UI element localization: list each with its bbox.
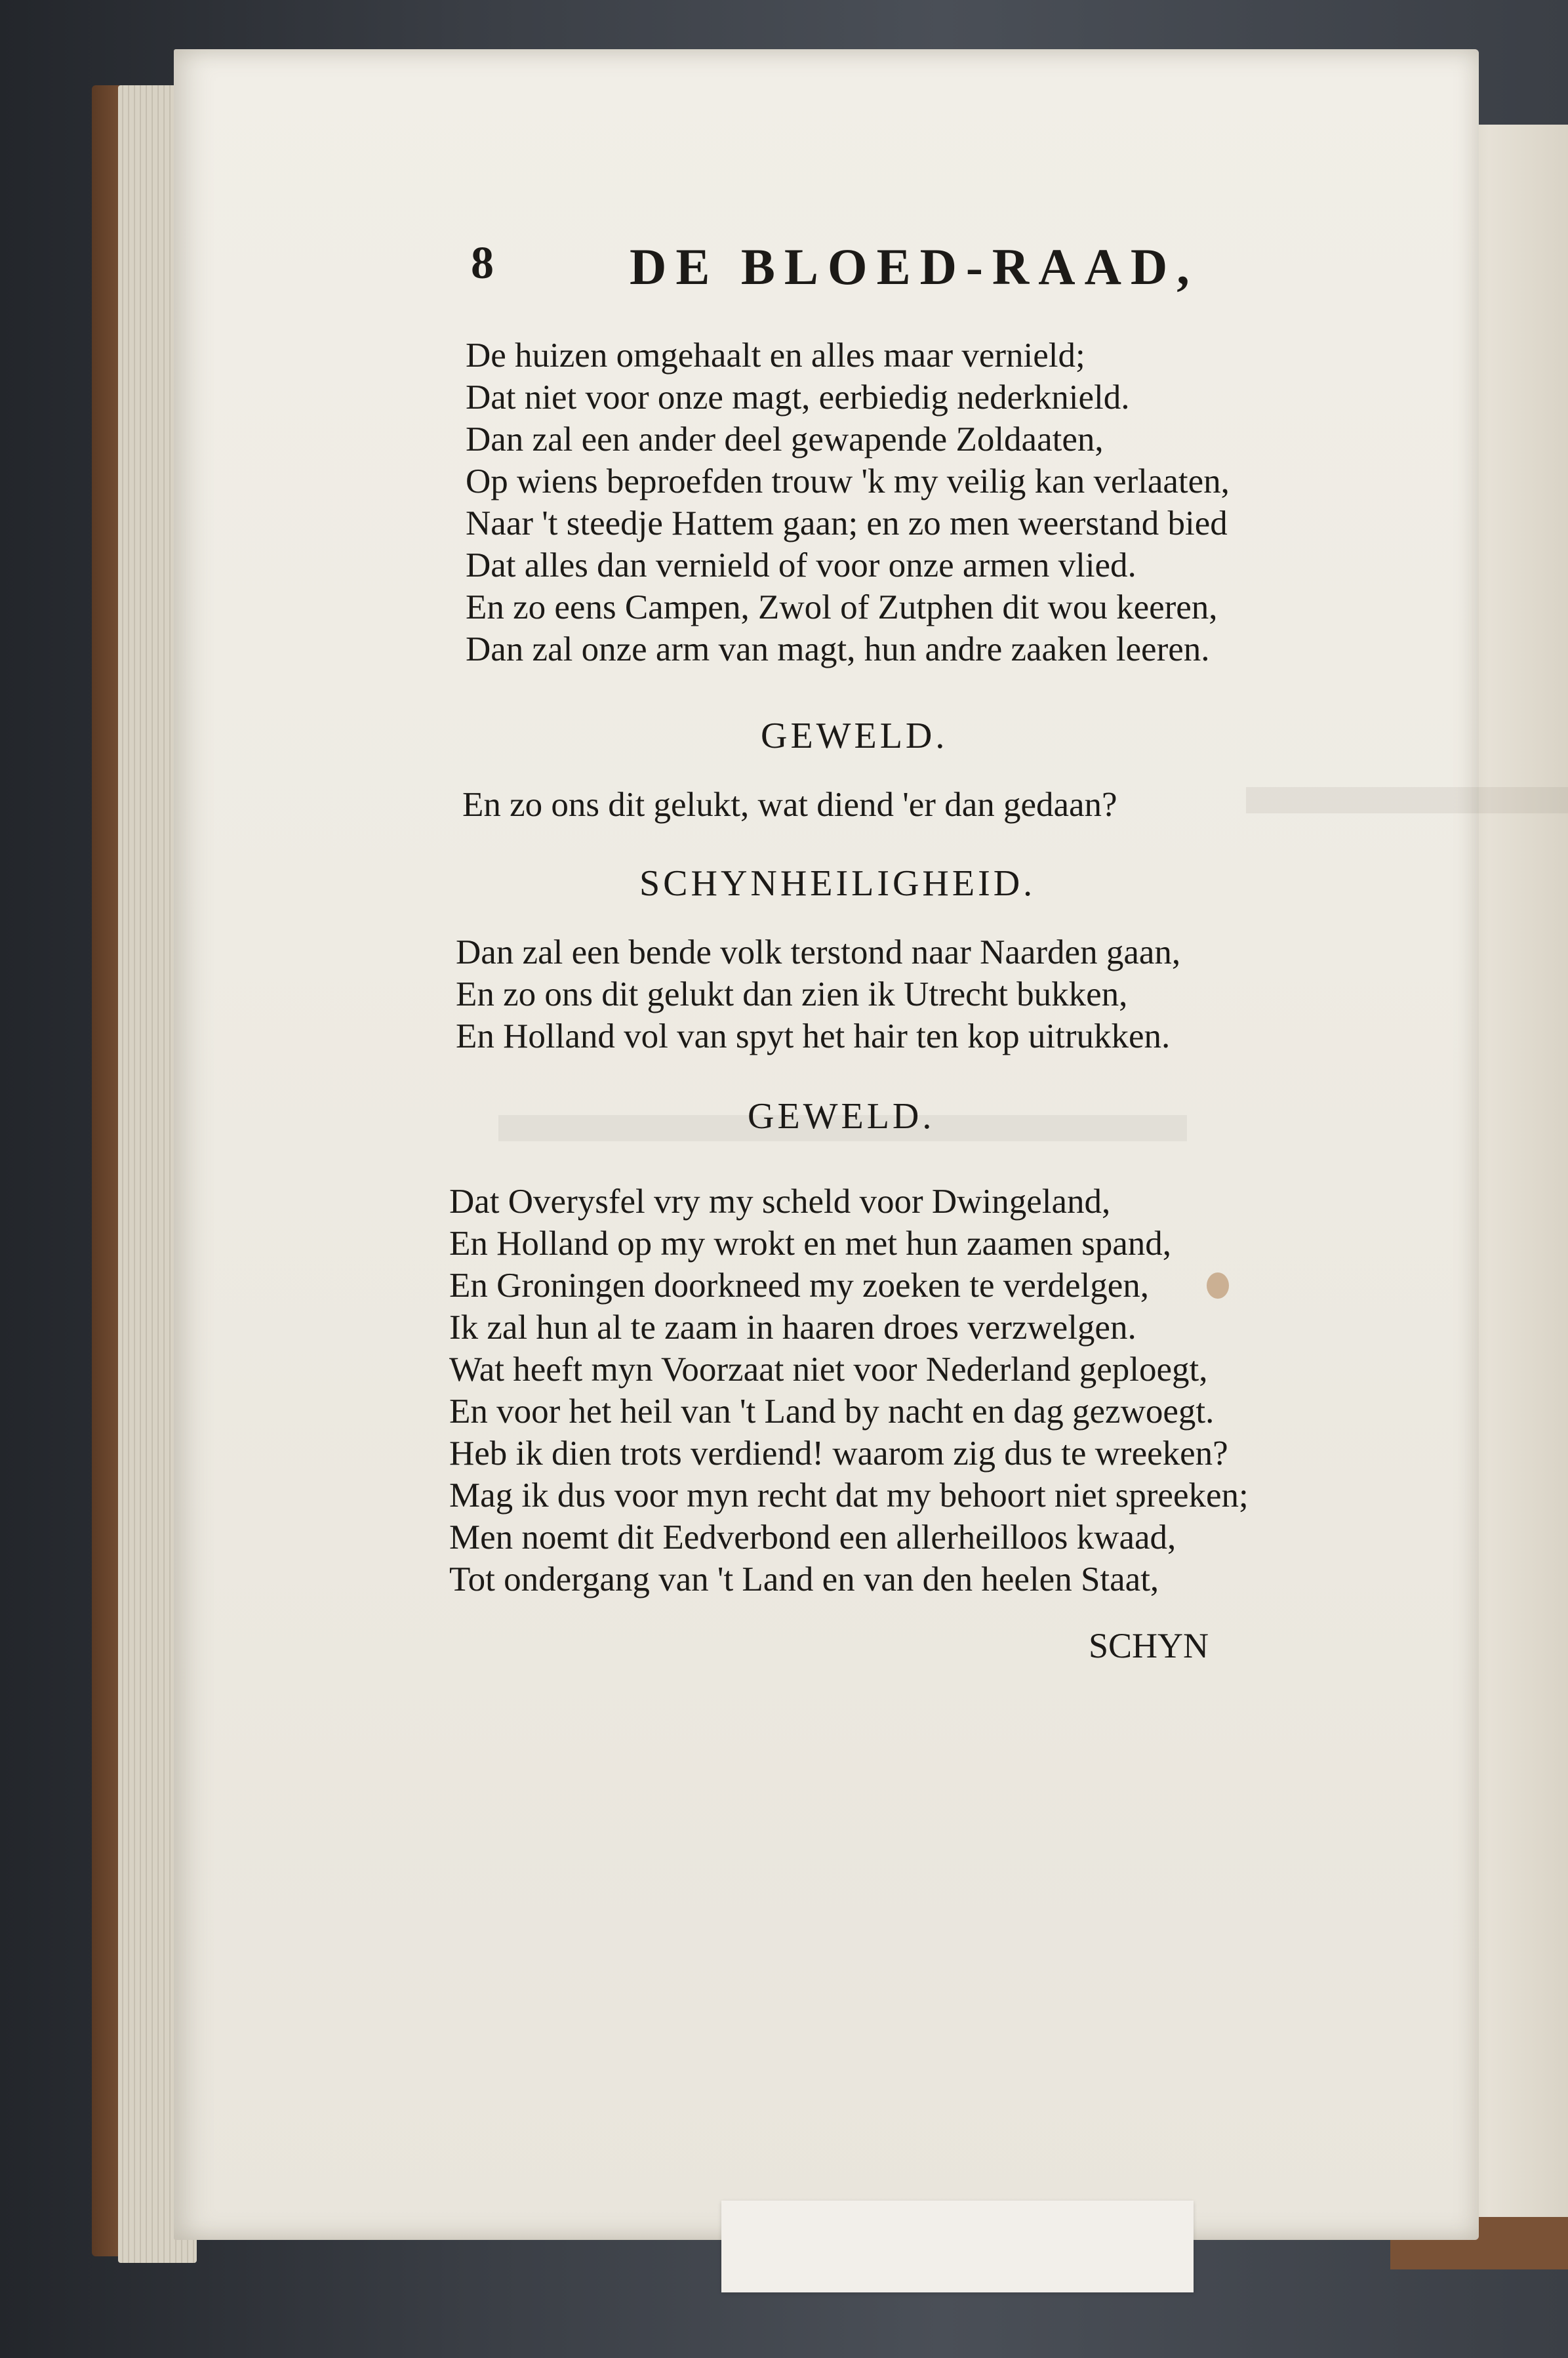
verse-line: Dat Overysfel vry my scheld voor Dwingeland, <box>449 1183 1111 1221</box>
running-head: DE BLOED-RAAD, <box>630 238 1199 295</box>
verse-line: Mag ik dus voor myn recht dat my behoort niet spreeken; <box>449 1476 1249 1514</box>
verse-line: Men noemt dit Eedverbond een allerheilloos kwaad, <box>449 1518 1176 1556</box>
verse-line: Dan zal onze arm van magt, hun andre zaaken leeren. <box>466 630 1210 668</box>
verse-block-3 <box>456 931 1180 1057</box>
verse-line: En zo eens Campen, Zwol of Zutphen dit wou keeren, <box>466 588 1218 626</box>
verse-line: En voor het heil van 't Land by nacht en dag gezwoegt. <box>449 1392 1215 1431</box>
verse-line: Dan zal een bende volk terstond naar Naarden gaan, <box>456 933 1181 971</box>
verse-line: Dat alles dan vernield of voor onze armen vlied. <box>466 546 1136 584</box>
verse-line: Dan zal een ander deel gewapende Zoldaaten, <box>466 420 1104 458</box>
verse-line: En zo ons dit gelukt, wat diend 'er dan gedaan? <box>462 786 1117 824</box>
show-through-band-1 <box>1246 787 1568 813</box>
verse-line: En Groningen doorkneed my zoeken te verdelgen, <box>449 1267 1149 1305</box>
verse-block-1 <box>466 335 1230 670</box>
catchword: SCHYN <box>1089 1626 1209 1665</box>
cover-sticker <box>721 2201 1194 2292</box>
verse-line: De huizen omgehaalt en alles maar vernield; <box>466 336 1085 375</box>
verse-line: Heb ik dien trots verdiend! waarom zig dus te wreeken? <box>449 1434 1228 1473</box>
verse-line: En Holland op my wrokt en met hun zaamen spand, <box>449 1225 1171 1263</box>
verse-line: Ik zal hun al te zaam in haaren droes verzwelgen. <box>449 1309 1136 1347</box>
speaker-heading-geweld-2: GEWELD. <box>748 1096 935 1137</box>
verse-line: Naar 't steedje Hattem gaan; en zo men weerstand bied <box>466 504 1228 542</box>
speaker-heading-schynheiligheid: SCHYNHEILIGHEID. <box>639 863 1036 904</box>
page-number: 8 <box>471 238 494 289</box>
speaker-heading-geweld-1: GEWELD. <box>761 716 948 756</box>
verse-line: Tot ondergang van 't Land en van den heelen Staat, <box>449 1560 1159 1598</box>
verse-line: En zo ons dit gelukt dan zien ik Utrecht bukken, <box>456 975 1128 1013</box>
verse-block-2 <box>462 784 1117 826</box>
verse-block-4 <box>449 1181 1249 1600</box>
verse-line: Wat heeft myn Voorzaat niet voor Nederland geploegt, <box>449 1351 1208 1389</box>
verse-line: En Holland vol van spyt het hair ten kop uitrukken. <box>456 1017 1171 1055</box>
verse-line: Op wiens beproefden trouw 'k my veilig kan verlaaten, <box>466 462 1230 500</box>
ink-stain <box>1207 1272 1229 1299</box>
verse-line: Dat niet voor onze magt, eerbiedig nederknield. <box>466 378 1130 417</box>
